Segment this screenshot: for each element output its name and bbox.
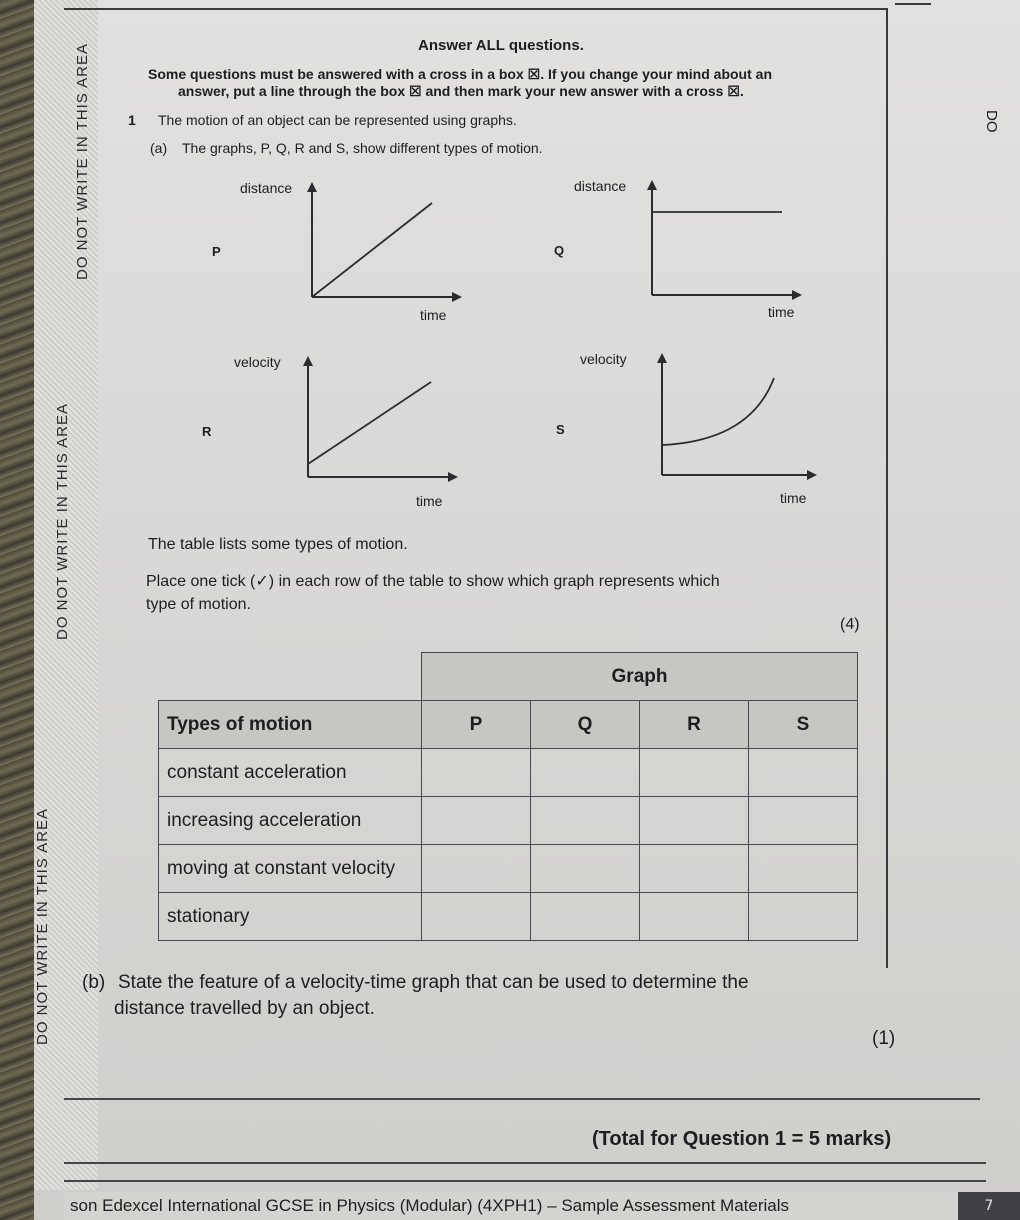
tick-cell-r[interactable] (640, 797, 749, 845)
margin-label-top: DO NOT WRITE IN THIS AREA (74, 43, 91, 280)
table-row (159, 797, 858, 845)
part-b-marks: (1) (872, 1028, 896, 1049)
graph-s-y-label: velocity (580, 351, 627, 367)
tick-cell-p[interactable] (422, 893, 531, 941)
tick-cell-s[interactable] (749, 893, 858, 941)
table-row (159, 893, 858, 941)
tick-cell-r[interactable] (640, 893, 749, 941)
part-b-line-2: distance travelled by an object. (114, 998, 375, 1019)
tick-cell-r[interactable] (640, 845, 749, 893)
part-a-text: The graphs, P, Q, R and S, show different types of motion. (182, 140, 543, 156)
tick-cell-q[interactable] (531, 749, 640, 797)
tick-cell-q[interactable] (531, 845, 640, 893)
graph-s-id: S (556, 422, 565, 437)
graph-p-y-label: distance (240, 180, 293, 196)
part-a-label: (a) (150, 140, 168, 156)
instructions-line-2: answer, put a line through the box ☒ and then mark your new answer with a cross ☒. (178, 83, 744, 99)
graph-r-x-arrow (448, 472, 458, 482)
graph-q-x-label: time (768, 304, 795, 320)
footer-rule (64, 1180, 986, 1182)
part-b-line-1: State the feature of a velocity-time graph that can be used to determine the (118, 972, 749, 993)
tick-cell-p[interactable] (422, 845, 531, 893)
graph-q (640, 178, 810, 307)
page-number: 7 (958, 1192, 1020, 1220)
graph-r-id: R (202, 424, 212, 439)
graph-r-y-label: velocity (234, 354, 281, 370)
tick-cell-p[interactable] (422, 797, 531, 845)
frame-right-rule (886, 8, 888, 968)
margin-label-middle: DO NOT WRITE IN THIS AREA (54, 403, 71, 640)
row-label-constant-velocity: moving at constant velocity (159, 845, 422, 893)
task-line-1: Place one tick (✓) in each row of the table to show which graph represents which (146, 573, 720, 590)
tick-cell-s[interactable] (749, 845, 858, 893)
question-stem: The motion of an object can be represented using graphs. (158, 112, 517, 128)
corner-rule (895, 3, 931, 5)
graph-r (296, 354, 466, 488)
tick-cell-q[interactable] (531, 893, 640, 941)
tick-cell-s[interactable] (749, 749, 858, 797)
heading: Answer ALL questions. (418, 37, 584, 54)
graph-p-line (312, 203, 432, 297)
graph-q-y-label: distance (574, 178, 627, 194)
motion-table (158, 652, 858, 941)
instructions-line-1: Some questions must be answered with a cross in a box ☒. If you change your mind about an (148, 66, 772, 82)
graph-p-x-arrow (452, 292, 462, 302)
graph-r-y-arrow (303, 356, 313, 366)
graph-s-x-arrow (807, 470, 817, 480)
graph-q-id: Q (554, 243, 565, 258)
graph-p-y-arrow (307, 182, 317, 192)
table-group-header: Graph (422, 653, 858, 701)
graph-q-y-arrow (647, 180, 657, 190)
total-rule (64, 1162, 986, 1164)
row-label-increasing-acceleration: increasing acceleration (159, 797, 422, 845)
table-row (159, 749, 858, 797)
graph-s (650, 351, 825, 485)
part-b-label: (b) (82, 972, 106, 993)
tick-cell-q[interactable] (531, 797, 640, 845)
table-col-r: R (640, 701, 749, 749)
table-col-p: P (422, 701, 531, 749)
right-margin-fragment: DO (983, 110, 1000, 133)
graph-r-x-label: time (416, 493, 443, 509)
graph-p-x-label: time (420, 307, 447, 323)
graph-s-curve (662, 378, 774, 445)
footer-text: son Edexcel International GCSE in Physics (Modular) (4XPH1) – Sample Assessment Materials (70, 1196, 790, 1215)
table-row (159, 845, 858, 893)
graph-p-id: P (212, 244, 221, 259)
answer-line[interactable] (64, 1098, 980, 1100)
table-blank-corner (159, 653, 422, 701)
graph-s-x-label: time (780, 490, 807, 506)
margin-label-bottom: DO NOT WRITE IN THIS AREA (34, 808, 51, 1045)
frame-top-rule (64, 8, 888, 10)
part-a-marks: (4) (840, 616, 860, 633)
question-number: 1 (128, 112, 136, 128)
row-label-constant-acceleration: constant acceleration (159, 749, 422, 797)
graph-r-line (308, 382, 431, 464)
question-total: (Total for Question 1 = 5 marks) (592, 1128, 892, 1150)
table-col-s: S (749, 701, 858, 749)
task-line-2: type of motion. (146, 596, 251, 613)
table-intro: The table lists some types of motion. (148, 536, 408, 553)
tick-cell-p[interactable] (422, 749, 531, 797)
graph-s-y-arrow (657, 353, 667, 363)
tick-cell-s[interactable] (749, 797, 858, 845)
graph-q-x-arrow (792, 290, 802, 300)
table-row-header: Types of motion (159, 701, 422, 749)
graph-p (300, 180, 470, 309)
table-col-q: Q (531, 701, 640, 749)
tick-cell-r[interactable] (640, 749, 749, 797)
row-label-stationary: stationary (159, 893, 422, 941)
